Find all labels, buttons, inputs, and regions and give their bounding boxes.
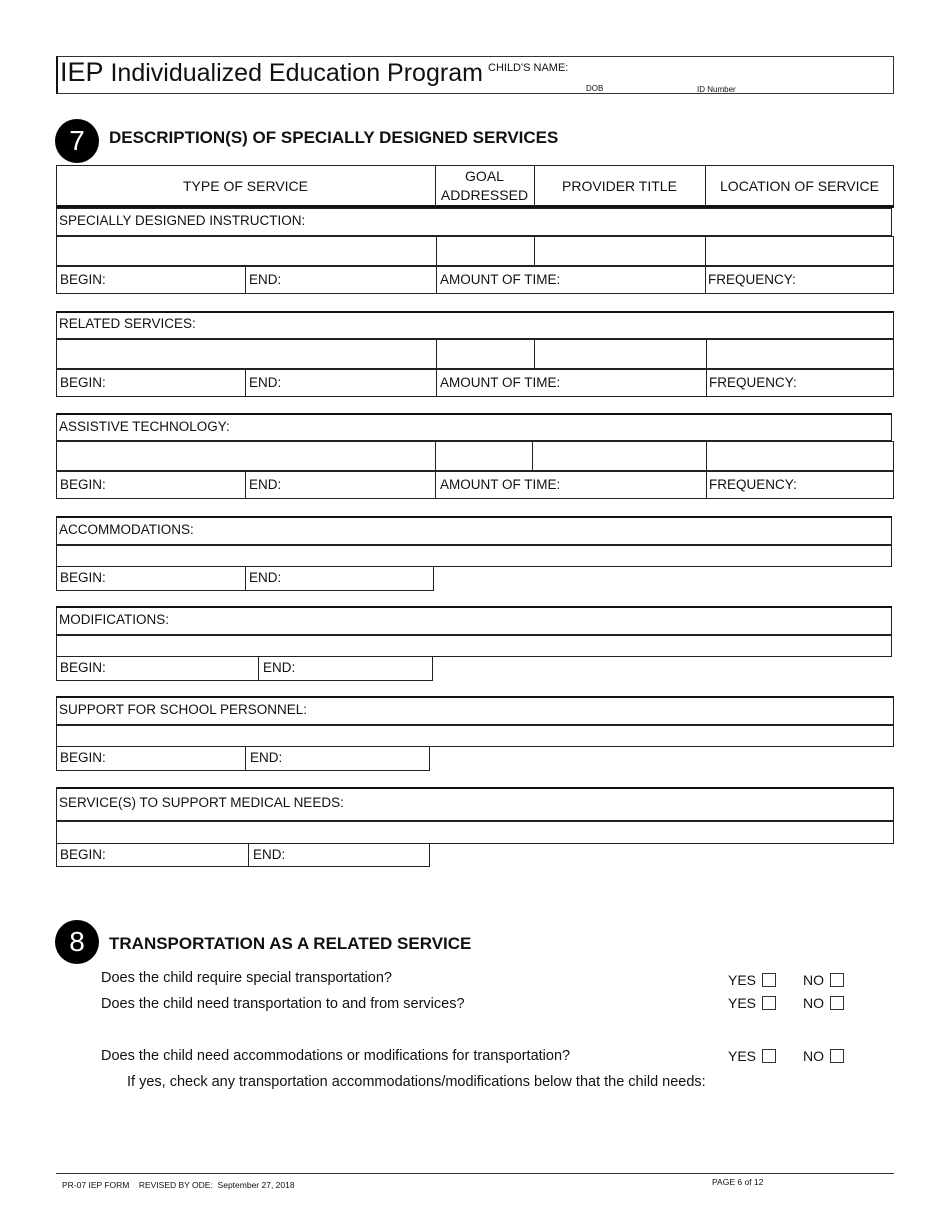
no-label: NO [803, 972, 824, 988]
childs-name-label: CHILD'S NAME: [488, 62, 569, 74]
col-divider [532, 441, 533, 471]
modifications-schedule-row [56, 657, 433, 681]
modifications-label-row [56, 606, 892, 635]
dob-label: DOB [586, 84, 604, 93]
q1-yes[interactable] [728, 972, 776, 988]
related-frequency[interactable]: FREQUENCY: [709, 375, 797, 390]
q1-no[interactable] [803, 972, 844, 988]
q2-yes-checkbox[interactable] [762, 996, 776, 1010]
question-special-transportation: Does the child require special transportation? [101, 970, 392, 986]
col-divider [706, 441, 707, 471]
col-divider [245, 567, 246, 591]
col-divider [258, 657, 259, 681]
transport-instruction: If yes, check any transportation accommodations/modifications below that the child needs: [127, 1074, 706, 1090]
question-transport-accommodations: Does the child need accommodations or modifications for transportation? [101, 1048, 571, 1064]
assistive-end[interactable]: END: [249, 477, 282, 492]
footer-rule [56, 1173, 894, 1174]
iep-label: IEP [60, 57, 104, 87]
col-divider [705, 236, 706, 266]
q3-no-checkbox[interactable] [830, 1049, 844, 1063]
yes-label: YES [728, 995, 757, 1011]
sdi-label: SPECIALLY DESIGNED INSTRUCTION: [59, 213, 306, 228]
medical-entry-row[interactable] [56, 821, 894, 844]
col-divider [245, 471, 246, 499]
related-amount[interactable]: AMOUNT OF TIME: [440, 375, 561, 390]
support-entry-row[interactable] [56, 725, 894, 747]
id-number-label: ID Number [697, 85, 736, 94]
section-7-title: DESCRIPTION(S) OF SPECIALLY DESIGNED SERVICES [109, 128, 559, 147]
col-goal-line2: ADDRESSED [440, 187, 529, 203]
assistive-entry-row[interactable] [56, 441, 894, 471]
modifications-end[interactable]: END: [263, 660, 296, 675]
sdi-frequency[interactable]: FREQUENCY: [708, 272, 796, 287]
medical-begin[interactable]: BEGIN: [60, 847, 106, 862]
accommodations-label: ACCOMMODATIONS: [59, 522, 194, 537]
col-divider [534, 339, 535, 369]
q3-no[interactable] [803, 1048, 844, 1064]
section-8-number: 8 [55, 920, 99, 964]
form-title [60, 57, 483, 88]
sdi-amount[interactable]: AMOUNT OF TIME: [440, 272, 561, 287]
no-label: NO [803, 1048, 824, 1064]
yes-label: YES [728, 1048, 757, 1064]
col-divider [436, 339, 437, 369]
section-7-number: 7 [55, 119, 99, 163]
col-provider-title: PROVIDER TITLE [562, 178, 677, 194]
assistive-begin[interactable]: BEGIN: [60, 477, 106, 492]
q2-yes[interactable] [728, 995, 776, 1011]
no-label: NO [803, 995, 824, 1011]
medical-schedule-row [56, 844, 430, 867]
program-label: Individualized Education Program [110, 59, 483, 87]
col-divider [245, 266, 246, 294]
col-divider [248, 844, 249, 867]
col-type-of-service: TYPE OF SERVICE [183, 178, 308, 194]
q1-yes-checkbox[interactable] [762, 973, 776, 987]
related-entry-row[interactable] [56, 339, 894, 369]
yes-label: YES [728, 972, 757, 988]
col-location: LOCATION OF SERVICE [720, 178, 879, 194]
assistive-label: ASSISTIVE TECHNOLOGY: [59, 419, 230, 434]
section-8-title: TRANSPORTATION AS A RELATED SERVICE [109, 934, 472, 953]
q2-no-checkbox[interactable] [830, 996, 844, 1010]
col-divider [245, 369, 246, 397]
modifications-label: MODIFICATIONS: [59, 612, 169, 627]
assistive-amount[interactable]: AMOUNT OF TIME: [440, 477, 561, 492]
col-divider [436, 266, 437, 294]
accommodations-end[interactable]: END: [249, 570, 282, 585]
support-begin[interactable]: BEGIN: [60, 750, 106, 765]
q2-no[interactable] [803, 995, 844, 1011]
related-begin[interactable]: BEGIN: [60, 375, 106, 390]
sdi-end[interactable]: END: [249, 272, 282, 287]
col-goal-line1: GOAL [465, 168, 504, 184]
support-schedule-row [56, 747, 430, 771]
q3-yes[interactable] [728, 1048, 776, 1064]
col-divider [245, 747, 246, 771]
col-divider [705, 266, 706, 294]
modifications-begin[interactable]: BEGIN: [60, 660, 106, 675]
q3-yes-checkbox[interactable] [762, 1049, 776, 1063]
related-end[interactable]: END: [249, 375, 282, 390]
col-divider [436, 369, 437, 397]
col-divider [436, 236, 437, 266]
footer-page-number: PAGE 6 of 12 [712, 1177, 764, 1187]
accommodations-entry-row[interactable] [56, 545, 892, 567]
col-divider [706, 339, 707, 369]
q1-no-checkbox[interactable] [830, 973, 844, 987]
footer-form-id: PR-07 IEP FORM REVISED BY ODE: September 27, 2018 [62, 1180, 295, 1190]
col-divider [435, 441, 436, 471]
col-divider [706, 471, 707, 499]
col-divider [706, 369, 707, 397]
accommodations-begin[interactable]: BEGIN: [60, 570, 106, 585]
question-transportation-services: Does the child need transportation to and from services? [101, 996, 465, 1012]
sdi-entry-row[interactable] [56, 236, 894, 266]
col-divider [435, 471, 436, 499]
medical-label: SERVICE(S) TO SUPPORT MEDICAL NEEDS: [59, 795, 344, 810]
col-divider [534, 236, 535, 266]
sdi-begin[interactable]: BEGIN: [60, 272, 106, 287]
assistive-frequency[interactable]: FREQUENCY: [709, 477, 797, 492]
modifications-entry-row[interactable] [56, 635, 892, 657]
support-label: SUPPORT FOR SCHOOL PERSONNEL: [59, 702, 308, 717]
related-label: RELATED SERVICES: [59, 316, 196, 331]
medical-end[interactable]: END: [253, 847, 286, 862]
support-end[interactable]: END: [250, 750, 283, 765]
